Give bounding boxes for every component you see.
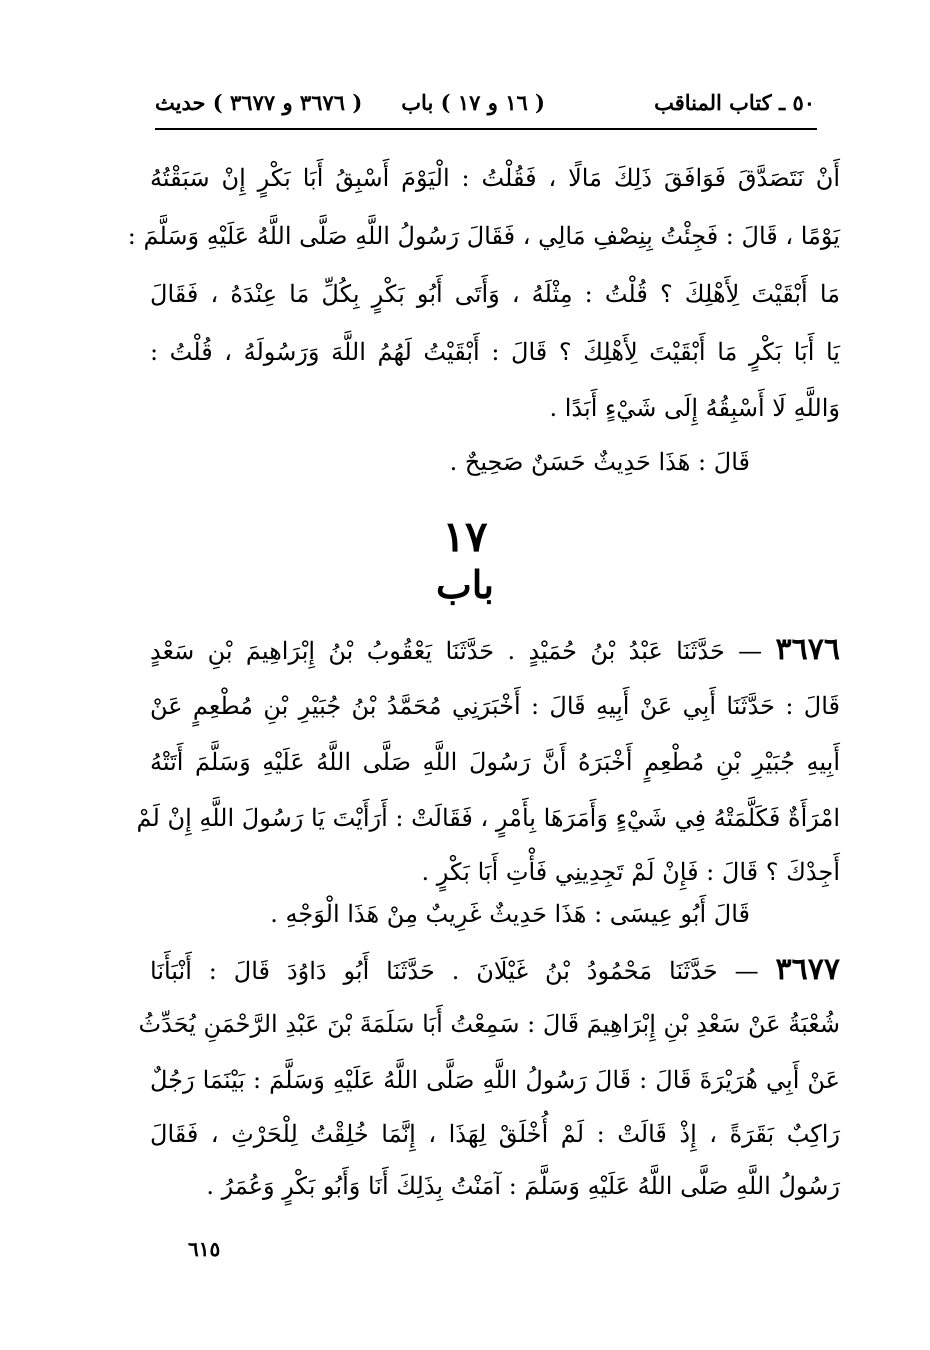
text-line: امْرَأَةٌ فَكَلَّمَتْهُ فِي شَيْءٍ وَأَمَرَهَا بِأَمْرٍ ، فَقَالَتْ : أَرَأَيْتَ يَا رَسُولَ اللَّهِ إِنْ لَمْ — [136, 804, 840, 832]
chapter-title: باب — [436, 562, 494, 607]
text-line: رَاكِبٌ بَقَرَةً ، إِذْ قَالَتْ : لَمْ أُخْلَقْ لِهَذَا ، إِنَّمَا خُلِقْتُ لِلْحَرْثِ ، فَقَالَ — [150, 1120, 840, 1148]
text-line: رَسُولُ اللَّهِ صَلَّى اللَّهُ عَلَيْهِ وَسَلَّمَ : آمَنْتُ بِذَلِكَ أَنَا وَأَبُو بَكْرٍ وَعُمَرُ . — [206, 1172, 840, 1200]
text-line: شُعْبَةُ عَنْ سَعْدِ بْنِ إِبْرَاهِيمَ قَالَ : سَمِعْتُ أَبَا سَلَمَةَ بْنَ عَبْدِ الرَّحْمَنِ يُحَدِّثُ — [138, 1010, 840, 1038]
hadith-text: — حَدَّثَنَا مَحْمُودُ بْنُ غَيْلَانَ . حَدَّثَنَا أَبُو دَاوُدَ قَالَ : أَنْبَأَنَا — [150, 957, 759, 985]
page-number: ٦١٥ — [188, 1237, 221, 1261]
hadith-grade: قَالَ أَبُو عِيسَى : هَذَا حَدِيثٌ غَرِيبٌ مِنْ هَذَا الْوَجْهِ . — [270, 900, 750, 928]
text-line: يَا أَبَا بَكْرٍ مَا أَبْقَيْتَ لِأَهْلِكَ ؟ قَالَ : أَبْقَيْتُ لَهُمُ اللَّهَ وَرَسُولَهُ ، قُلْتُ : — [150, 338, 840, 366]
text-line: وَاللَّهِ لَا أَسْبِقُهُ إِلَى شَيْءٍ أَبَدًا . — [549, 394, 840, 422]
text-line: أَنْ نَتَصَدَّقَ فَوَافَقَ ذَلِكَ مَالًا ، فَقُلْتُ : الْيَوْمَ أَسْبِقُ أَبَا بَكْرٍ إِنْ سَبَقْتُهُ — [150, 164, 840, 192]
running-header — [155, 84, 815, 124]
header-chapter-range: ( ١٦ و ١٧ ) باب — [401, 90, 545, 115]
hadith-number: ٣٦٧٦ — [775, 632, 840, 667]
chapter-number: ١٧ — [442, 512, 488, 561]
header-book-title: ٥٠ ـ كتاب المناقب — [654, 90, 815, 115]
hadith-grade: قَالَ : هَذَا حَدِيثٌ حَسَنٌ صَحِيحٌ . — [449, 448, 750, 476]
text-line: أَجِدْكَ ؟ قَالَ : فَإِنْ لَمْ تَجِدِينِي فَأْتِ أَبَا بَكْرٍ . — [421, 858, 840, 886]
text-line: عَنْ أَبِي هُرَيْرَةَ قَالَ : قَالَ رَسُولُ اللَّهِ صَلَّى اللَّهُ عَلَيْهِ وَسَلَّمَ : بَيْنَمَا رَجُلٌ — [150, 1066, 840, 1094]
text-line: يَوْمًا ، قَالَ : فَجِئْتُ بِنِصْفِ مَالِي ، فَقَالَ رَسُولُ اللَّهِ صَلَّى اللَّهُ عَلَيْهِ وَسَلَّمَ : — [127, 222, 840, 250]
text-line: قَالَ : حَدَّثَنَا أَبِي عَنْ أَبِيهِ قَالَ : أَخْبَرَنِي مُحَمَّدُ بْنُ جُبَيْرِ بْنِ مُطْعِمٍ عَنْ — [150, 692, 840, 720]
hadith-text: — حَدَّثَنَا عَبْدُ بْنُ حُمَيْدٍ . حَدَّثَنَا يَعْقُوبُ بْنُ إِبْرَاهِيمَ بْنِ سَعْدٍ — [150, 637, 763, 665]
hadith-number: ٣٦٧٧ — [775, 952, 840, 987]
header-divider — [155, 128, 817, 130]
hadith-first-line — [150, 624, 840, 676]
header-hadith-range: ( ٣٦٧٦ و ٣٦٧٧ ) حديث — [155, 90, 363, 115]
hadith-first-line — [150, 944, 840, 996]
text-line: أَبِيهِ جُبَيْرِ بْنِ مُطْعِمٍ أَخْبَرَهُ أَنَّ رَسُولَ اللَّهِ صَلَّى اللَّهُ عَلَيْهِ وَسَلَّمَ أَتَتْهُ — [150, 748, 840, 776]
text-line: مَا أَبْقَيْتَ لِأَهْلِكَ ؟ قُلْتُ : مِثْلَهُ ، وَأَتَى أَبُو بَكْرٍ بِكُلِّ مَا عِنْدَهُ ، فَقَالَ — [150, 280, 840, 308]
